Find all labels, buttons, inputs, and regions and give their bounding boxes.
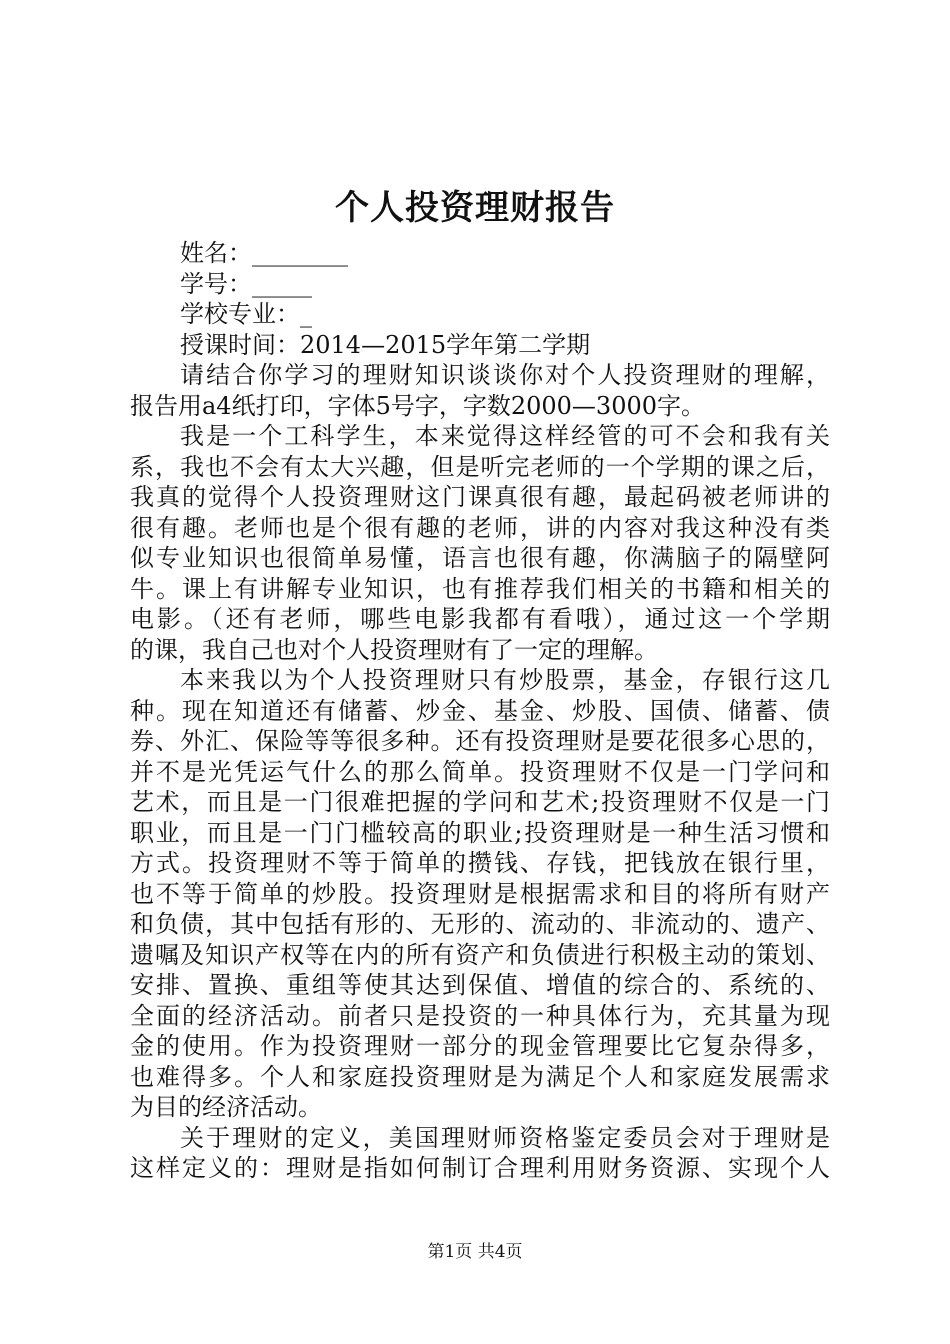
paragraph-line: 安排、置换、重组等使其达到保值、增值的综合的、系统的、 <box>130 971 830 999</box>
field-student-id: 学号：_____ <box>180 269 312 298</box>
field-course-time: 授课时间：2014—2015学年第二学期 <box>180 330 591 359</box>
paragraph-line: 本来我以为个人投资理财只有炒股票，基金，存银行这几 <box>180 666 830 694</box>
paragraph-line: 和负债，其中包括有形的、无形的、流动的、非流动的、遗产、 <box>130 910 830 938</box>
paragraph-line: 为目的经济活动。 <box>130 1093 322 1121</box>
paragraph-line: 也不等于简单的炒股。投资理财是根据需求和目的将所有财产 <box>130 879 830 908</box>
paragraph-line: 职业，而且是一门门槛较高的职业;投资理财是一种生活习惯和 <box>130 818 830 847</box>
paragraph-line: 电影。（还有老师，哪些电影我都有看哦），通过这一个学期 <box>130 605 830 633</box>
paragraph-line: 种。现在知道还有储蓄、炒金、基金、炒股、国债、储蓄、债 <box>130 696 830 725</box>
paragraph-line: 也难得多。个人和家庭投资理财是为满足个人和家庭发展需求 <box>130 1062 830 1091</box>
document-title: 个人投资理财报告 <box>335 188 615 228</box>
field-name: 姓名：________ <box>180 239 348 267</box>
page-footer: 第1页 共4页 <box>427 1242 523 1262</box>
paragraph-line: 全面的经济活动。前者只是投资的一种具体行为，充其量为现 <box>130 1001 830 1030</box>
paragraph-line: 我真的觉得个人投资理财这门课真很有趣，最起码被老师讲的 <box>130 483 830 511</box>
paragraph-line: 金的使用。作为投资理财一部分的现金管理要比它复杂得多， <box>130 1032 830 1060</box>
paragraph-line: 关于理财的定义，美国理财师资格鉴定委员会对于理财是 <box>180 1123 830 1152</box>
paragraph-line: 似专业知识也很简单易懂，语言也很有趣，你满脑子的隔壁阿 <box>130 544 830 572</box>
paragraph-line: 券、外汇、保险等等很多种。还有投资理财是要花很多心思的， <box>130 727 830 755</box>
paragraph-line: 遗嘱及知识产权等在内的所有资产和负债进行积极主动的策划、 <box>130 940 830 969</box>
paragraph-line: 请结合你学习的理财知识谈谈你对个人投资理财的理解， <box>180 361 830 389</box>
paragraph-line: 很有趣。老师也是个很有趣的老师，讲的内容对我这种没有类 <box>130 513 830 542</box>
field-school-major: 学校专业：_ <box>180 300 312 328</box>
paragraph-line: 这样定义的：理财是指如何制订合理利用财务资源、实现个人 <box>130 1154 830 1182</box>
paragraph-line: 艺术，而且是一门很难把握的学问和艺术;投资理财不仅是一门 <box>130 788 830 816</box>
document-body <box>130 238 830 1184</box>
paragraph-line: 并不是光凭运气什么的那么简单。投资理财不仅是一门学问和 <box>130 757 830 786</box>
paragraph-line: 我是一个工科学生，本来觉得这样经管的可不会和我有关 <box>180 422 830 450</box>
paragraph-line: 报告用a4纸打印，字体5号字，字数2000—3000字。 <box>130 391 706 420</box>
paragraph-line: 的课，我自己也对个人投资理财有了一定的理解。 <box>130 635 658 664</box>
paragraph-line: 系，我也不会有太大兴趣，但是听完老师的一个学期的课之后， <box>130 452 830 481</box>
paragraph-line: 方式。投资理财不等于简单的攒钱、存钱，把钱放在银行里， <box>130 849 830 877</box>
paragraph-line: 牛。课上有讲解专业知识，也有推荐我们相关的书籍和相关的 <box>130 574 830 603</box>
